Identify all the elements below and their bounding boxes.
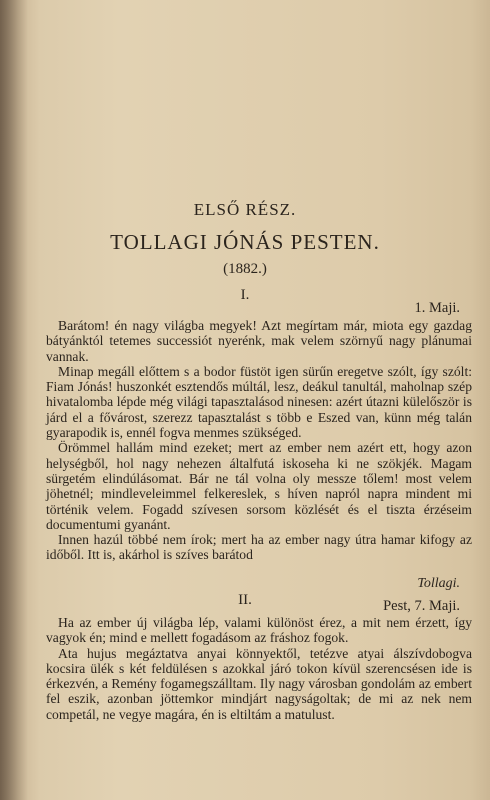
section-number-2: II. [238, 592, 252, 608]
paragraph: Innen hazúl többé nem írok; mert ha az ember nagy útra hamar kifogy az időből. Itt is, akárhol is szíves barátod [46, 532, 472, 563]
binding-shadow [0, 0, 28, 800]
part-title: ELSŐ RÉSZ. [193, 200, 297, 219]
signature: Tollagi. [417, 576, 460, 591]
paragraph: Ha az ember új világba lép, valami különöst érez, a mit nem érzett, így vagyok én; mind e mellett fogadásom az fráshoz fogok. [46, 615, 472, 646]
chapter-year: (1882.) [223, 261, 267, 277]
paragraph: Minap megáll előttem s a bodor füstöt igen sürűn eregetve szólt, így szólt: Fiam Jónás! huszonkét esztendős múltál, lesz, deákul tanultál, maholnap szép hivatalomba lépde még világi tapasztalásod ninesen: azért útazni külelőször is járd el a fővárost, szerezz tapasztalást s több e Eszed van, künn még talán gyarapodik is, ennél fogva menmes szükséged. [46, 363, 472, 441]
section-body-2 [46, 615, 472, 722]
chapter-title: TOLLAGI JÓNÁS PESTEN. [110, 230, 380, 254]
section-date-2: Pest, 7. Maji. [383, 598, 460, 614]
section-body-1 [46, 318, 472, 563]
paragraph: Örömmel hallám mind ezeket; mert az ember nem azért ett, hogy azon helységből, hol nagy nehezen általfutá iskoseha ki ne szökjék. Magam sürgetém elindúlásomat. Bár ne tál volna oly messze tőlem! most velem jöhetnél; mindleveleimmel felkereslek, s híven napról napra mindent mi történik velem. Fogadd szívesen sorsom közlését és el tiszta érzéseim documentumi gyanánt. [46, 440, 472, 532]
paragraph: Barátom! én nagy világba megyek! Azt megírtam már, miota egy gazdag bátyánktól tetemes successiót nyerénk, mak velem szörnyű nagy plánumai vannak. [46, 318, 472, 364]
paragraph: Ata hujus megáztatva anyai könnyektől, tetézve atyai álszívdobogva kocsira ülék s két feldülésen s azokkal járó tokon kívül szerencsésen ide is érkezvén, a Remény fogamegszálltam. Ily nagy városban gondolám az embert fel eszik, azonban jöttemkor mindjárt nagyságoltak; de mi az nek nem competál, ne vegye magára, én is eltiltám a matulust. [46, 645, 472, 722]
section-date-1: 1. Maji. [414, 300, 460, 316]
section-number-1: I. [240, 287, 250, 303]
